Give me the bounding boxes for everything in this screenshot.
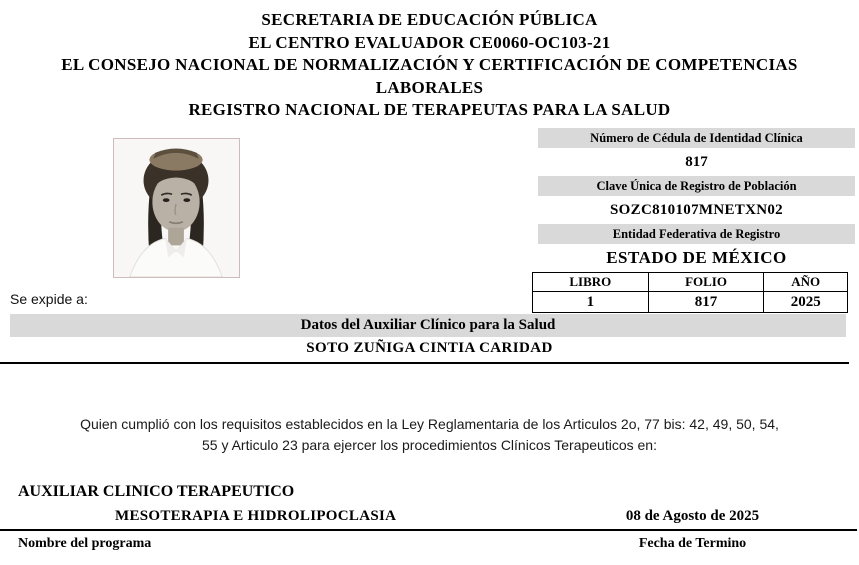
field-value-entidad: ESTADO DE MÉXICO: [538, 246, 855, 270]
issued-to-label: Se expide a:: [10, 291, 88, 307]
end-date-label: Fecha de Termino: [638, 536, 747, 551]
cell-anio: 2025: [764, 292, 848, 313]
registry-panel: [538, 128, 855, 272]
field-label-entidad: Entidad Federativa de Registro: [538, 224, 855, 244]
portrait-photo: [113, 138, 240, 278]
col-header-anio: AÑO: [764, 273, 848, 292]
document-header: [0, 9, 859, 122]
section-banner: Datos del Auxiliar Clínico para la Salud: [10, 314, 846, 337]
divider-rule-top: [0, 362, 849, 364]
field-label-cedula: Número de Cédula de Identidad Clínica: [538, 128, 855, 148]
header-line-consejo: EL CONSEJO NACIONAL DE NORMALIZACIÓN Y CERTIFICACIÓN DE COMPETENCIAS: [61, 55, 798, 74]
legal-paragraph-line2: 55 y Articulo 23 para ejercer los procedimientos Clínicos Terapeuticos en:: [202, 437, 657, 453]
header-line-registro-nacional: REGISTRO NACIONAL DE TERAPEUTAS PARA LA SALUD: [188, 100, 671, 119]
legal-paragraph-line1: Quien cumplió con los requisitos establecidos en la Ley Reglamentaria de los Articulos 2o, 77 bis: 42, 49, 50, 54,: [80, 416, 779, 432]
col-header-folio: FOLIO: [648, 273, 764, 292]
divider-rule-bottom: [0, 529, 857, 531]
program-name: MESOTERAPIA E HIDROLIPOCLASIA: [115, 508, 397, 524]
field-value-curp: SOZC810107MNETXN02: [538, 198, 855, 222]
header-line-centro-evaluador: EL CENTRO EVALUADOR CE0060-OC103-21: [248, 32, 611, 52]
table-header-row: [533, 273, 848, 292]
end-date: 08 de Agosto de 2025: [625, 508, 760, 524]
cell-libro: 1: [533, 292, 649, 313]
book-folio-year-table: [532, 272, 848, 313]
field-value-cedula: 817: [538, 150, 855, 174]
header-line-secretaria: SECRETARIA DE EDUCACIÓN PÚBLICA: [261, 10, 598, 29]
cell-folio: 817: [648, 292, 764, 313]
holder-name: SOTO ZUÑIGA CINTIA CARIDAD: [306, 340, 553, 356]
program-name-label: Nombre del programa: [18, 536, 152, 551]
table-value-row: [533, 292, 848, 313]
legal-paragraph: [0, 414, 859, 456]
portrait-photo-icon: [114, 139, 239, 277]
header-line-laborales: LABORALES: [375, 77, 484, 97]
field-label-curp: Clave Única de Registro de Población: [538, 176, 855, 196]
col-header-libro: LIBRO: [533, 273, 649, 292]
program-category: AUXILIAR CLINICO TERAPEUTICO: [18, 483, 295, 500]
